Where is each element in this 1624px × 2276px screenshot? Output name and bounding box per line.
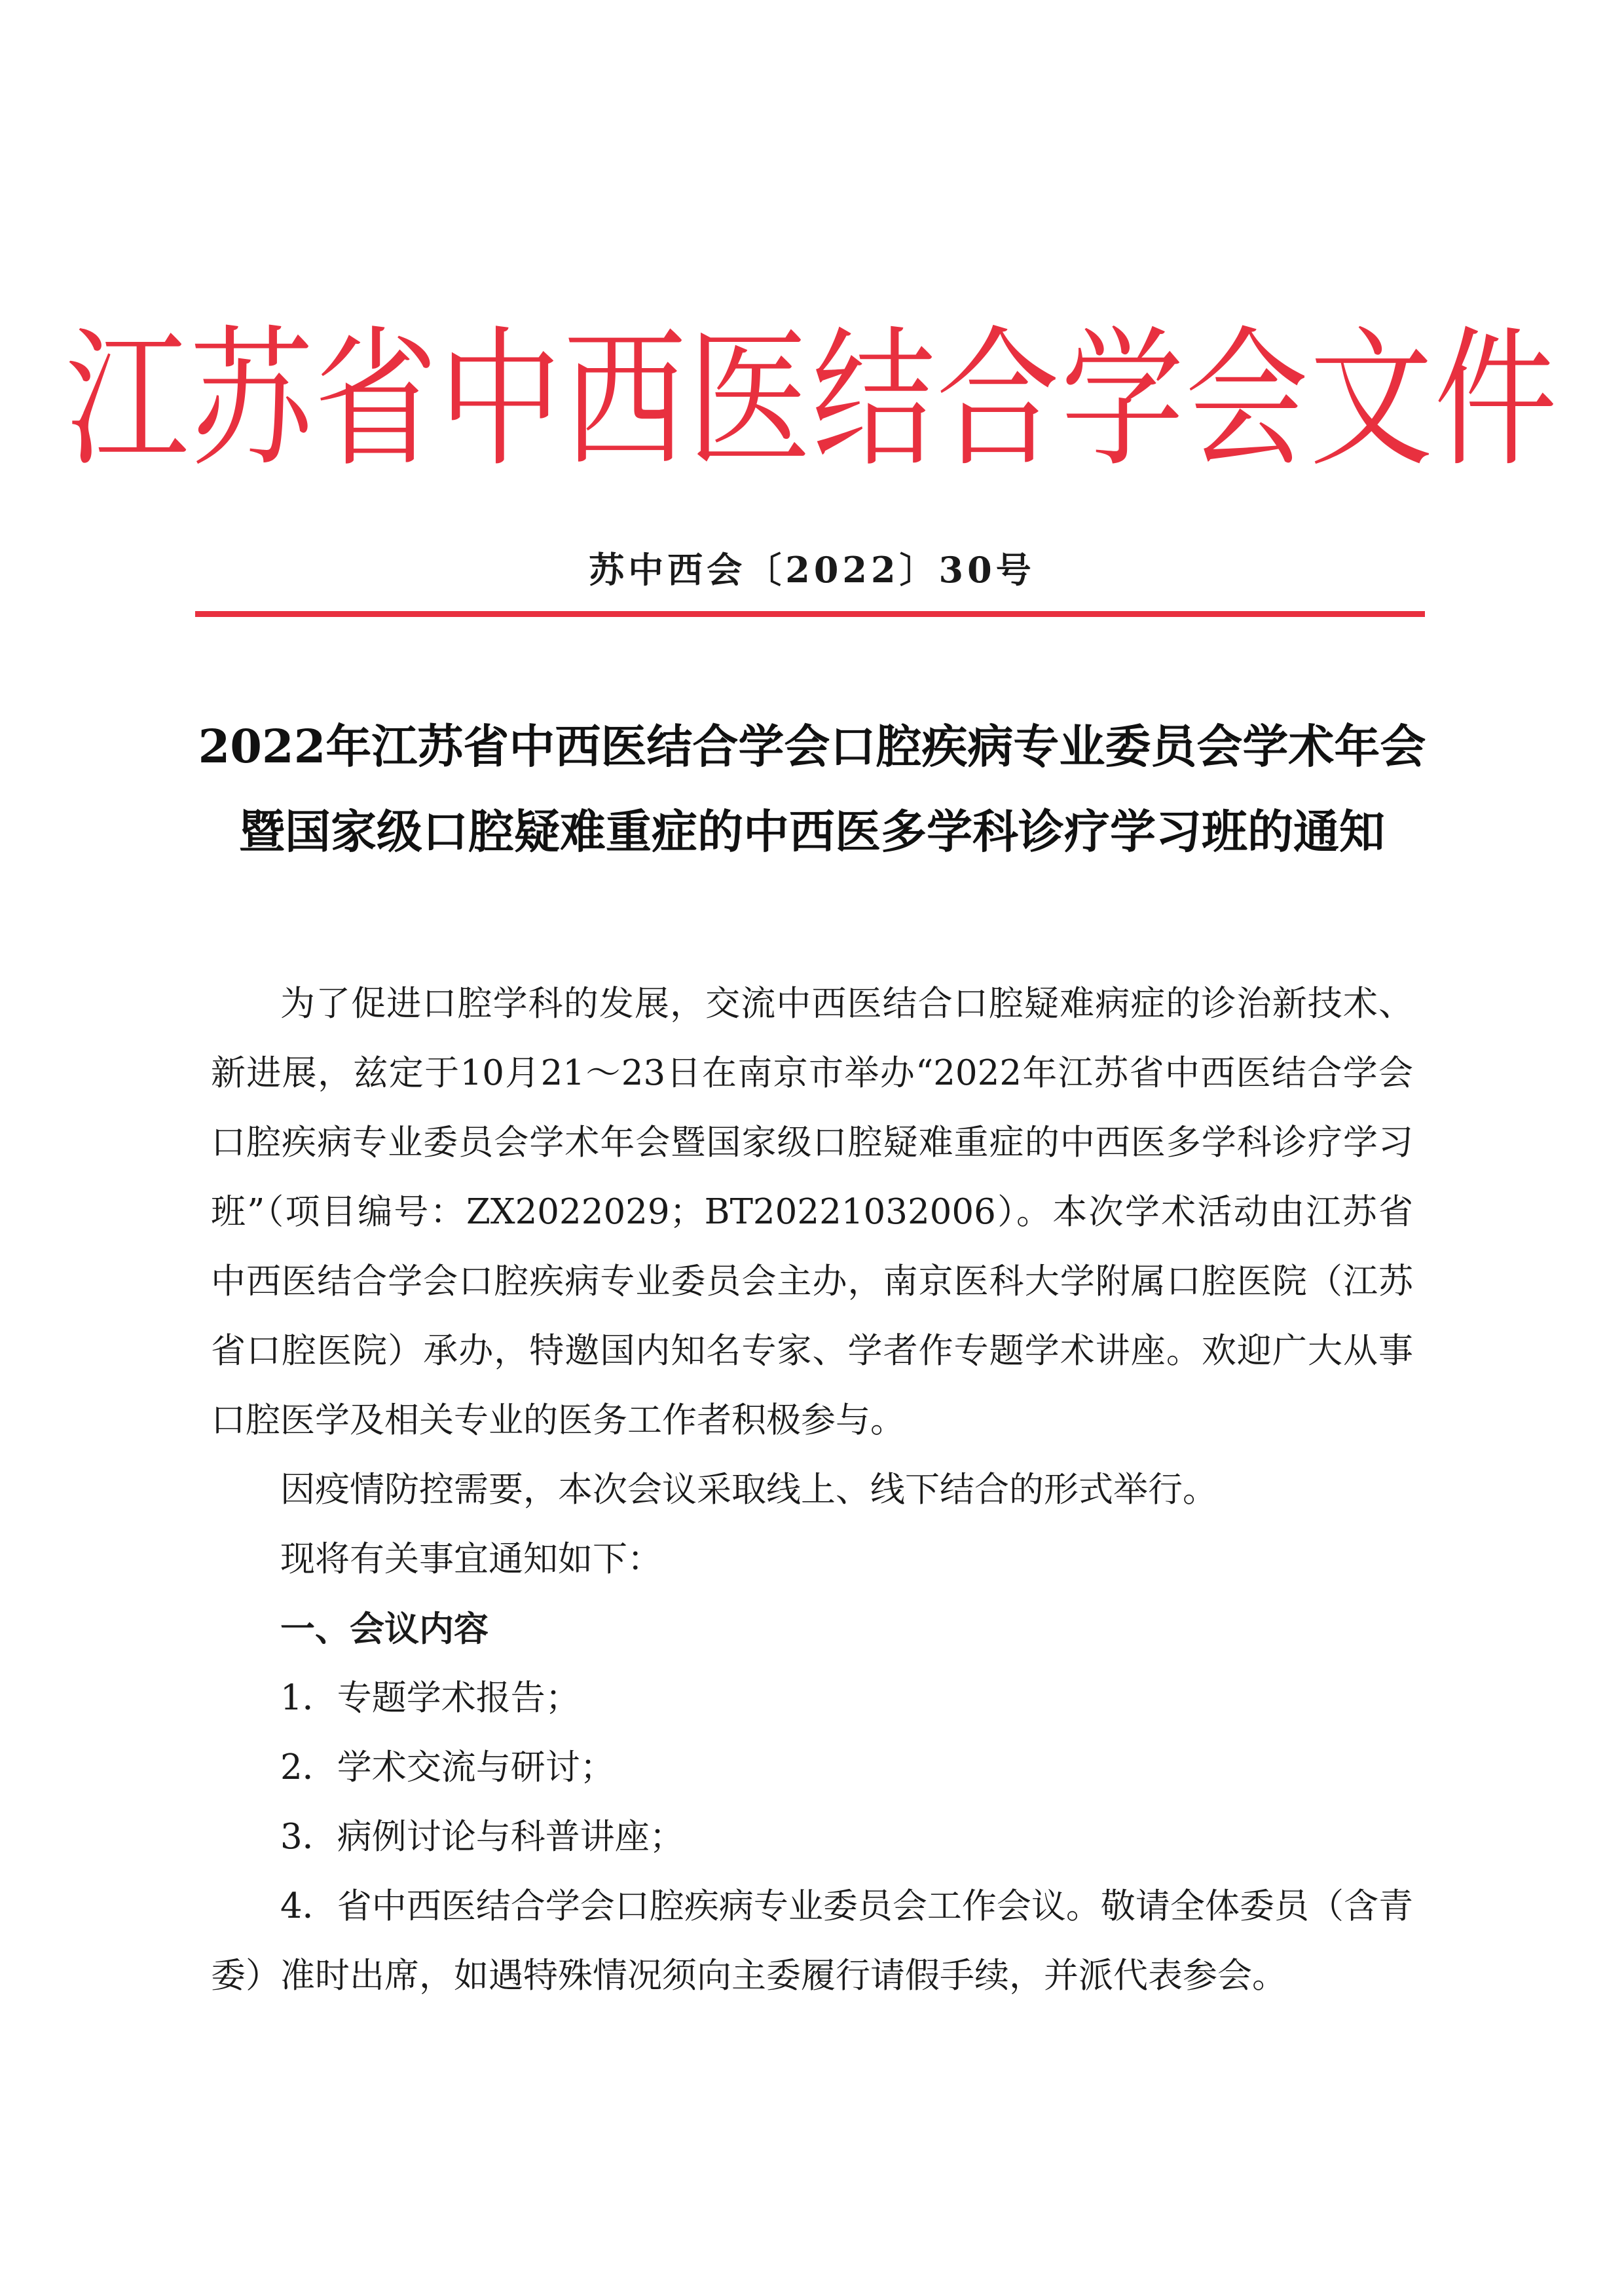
list-item: 1．专题学术报告； [280,1678,580,1718]
notice-body [211,969,1413,2011]
notice-title-line-1: 2022年江苏省中西医结合学会口腔疾病专业委员会学术年会 [198,719,1426,774]
section-heading-meeting-content: 一、会议内容 [280,1609,489,1649]
red-divider-line [195,611,1425,617]
list-item: 2．学术交流与研讨； [280,1747,615,1787]
body-paragraph-format: 因疫情防控需要，本次会议采取线上、线下结合的形式举行。 [280,1470,1217,1510]
list-item: 4．省中西医结合学会口腔疾病专业委员会工作会议。敬请全体委员（含青委）准时出席，如遇特殊情况须向主委履行请假手续，并派代表参会。 [211,1886,1413,1996]
masthead-title: 江苏省中西医结合学会文件 [65,312,1559,488]
body-paragraph-notice: 现将有关事宜通知如下： [280,1539,662,1579]
body-paragraph-intro: 为了促进口腔学科的发展，交流中西医结合口腔疑难病症的诊治新技术、新进展，兹定于10月21～23日在南京市举办“2022年江苏省中西医结合学会口腔疾病专业委员会学术年会暨国家级口腔疑难重症的中西医多学科诊疗学习班”（项目编号：ZX2022029；BT20221032006）。本次学术活动由江苏省中西医结合学会口腔疾病专业委员会主办，南京医科大学附属口腔医院（江苏省口腔医院）承办，特邀国内知名专家、学者作专题学术讲座。欢迎广大从事口腔医学及相关专业的医务工作者积极参与。 [211,984,1413,1440]
notice-title-line-2: 暨国家级口腔疑难重症的中西医多学科诊疗学习班的通知 [239,804,1385,859]
document-number: 苏中西会〔2022〕30号 [589,549,1035,591]
list-item: 3．病例讨论与科普讲座； [280,1817,684,1857]
